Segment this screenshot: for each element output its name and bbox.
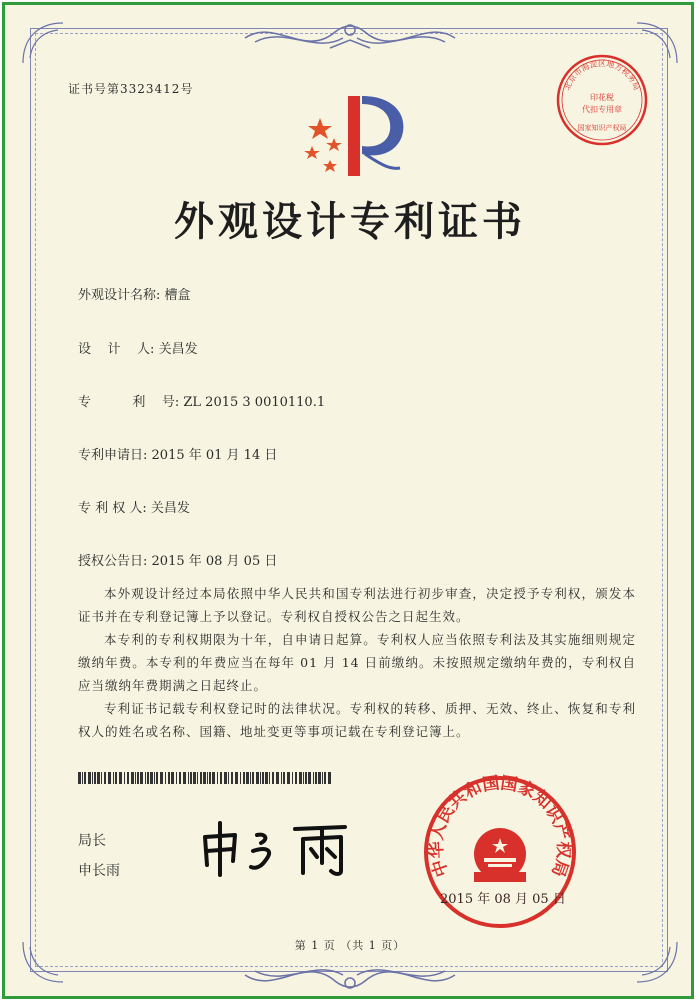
certificate-body: [78, 582, 636, 743]
svg-text:国家知识产权局: 国家知识产权局: [577, 124, 627, 132]
svg-text:代扣专用章: 代扣专用章: [582, 105, 622, 114]
field-label: 授权公告日:: [78, 554, 148, 569]
certificate-number: 证书号第3323412号: [68, 82, 194, 96]
field-label: 外观设计名称:: [78, 288, 161, 303]
field-value: 关昌发: [158, 342, 198, 357]
field-value: ZL 2015 3 0010110.1: [183, 395, 326, 410]
field-value: 2015 年 01 月 14 日: [151, 448, 278, 463]
svg-text:北京市海淀区地方税务局: 北京市海淀区地方税务局: [562, 59, 642, 92]
patent-office-logo-icon: [290, 88, 415, 183]
barcode-icon: [78, 772, 333, 784]
field-application-date: [78, 444, 277, 463]
svg-text:印花税: 印花税: [590, 93, 614, 102]
svg-text:中华人民共和国国家知识产权局: 中华人民共和国国家知识产权局: [426, 773, 574, 880]
certificate-title: 外观设计专利证书: [174, 199, 526, 245]
field-design-name: [78, 284, 191, 303]
top-ornament-icon: [235, 18, 465, 58]
director-signature-icon: [195, 815, 365, 880]
director-name: 申长雨: [78, 863, 120, 879]
field-label: 专 利 号:: [78, 395, 180, 410]
corner-ornament-icon: [18, 18, 68, 68]
tax-seal-stamp: [552, 50, 652, 150]
field-patent-number: [78, 391, 325, 410]
director-title: 局长: [78, 833, 106, 849]
seal-date: 2015 年 08 月 05 日: [440, 892, 566, 907]
field-grant-date: [78, 550, 277, 569]
field-label: 专利申请日:: [78, 448, 148, 463]
field-value: 2015 年 08 月 05 日: [151, 554, 278, 569]
field-designer: [78, 338, 198, 357]
field-patentee: [78, 497, 190, 516]
national-ip-office-seal-stamp: [420, 772, 580, 932]
field-label: 设 计 人:: [78, 342, 155, 357]
body-paragraph: 本专利的专利权期限为十年，自申请日起算。专利权人应当依照专利法及其实施细则规定缴纳年费。本专利的年费应当在每年 01 月 14 日前缴纳。未按照规定缴纳年费的，专利权自应当缴纳年费期满之日起终止。: [78, 632, 636, 693]
body-paragraph: 本外观设计经过本局依照中华人民共和国专利法进行初步审查，决定授予专利权，颁发本证书并在专利登记簿上予以登记。专利权自授权公告之日起生效。: [78, 586, 636, 624]
field-value: 槽盒: [164, 288, 191, 303]
field-label: 专 利 权 人:: [78, 501, 147, 516]
bottom-ornament-icon: [235, 955, 465, 995]
field-value: 关昌发: [150, 501, 190, 516]
page-footer: 第 1 页 （共 1 页）: [294, 939, 406, 952]
body-paragraph: 专利证书记载专利权登记时的法律状况。专利权的转移、质押、无效、终止、恢复和专利权人的姓名或名称、国籍、地址变更等事项记载在专利登记簿上。: [78, 701, 636, 739]
